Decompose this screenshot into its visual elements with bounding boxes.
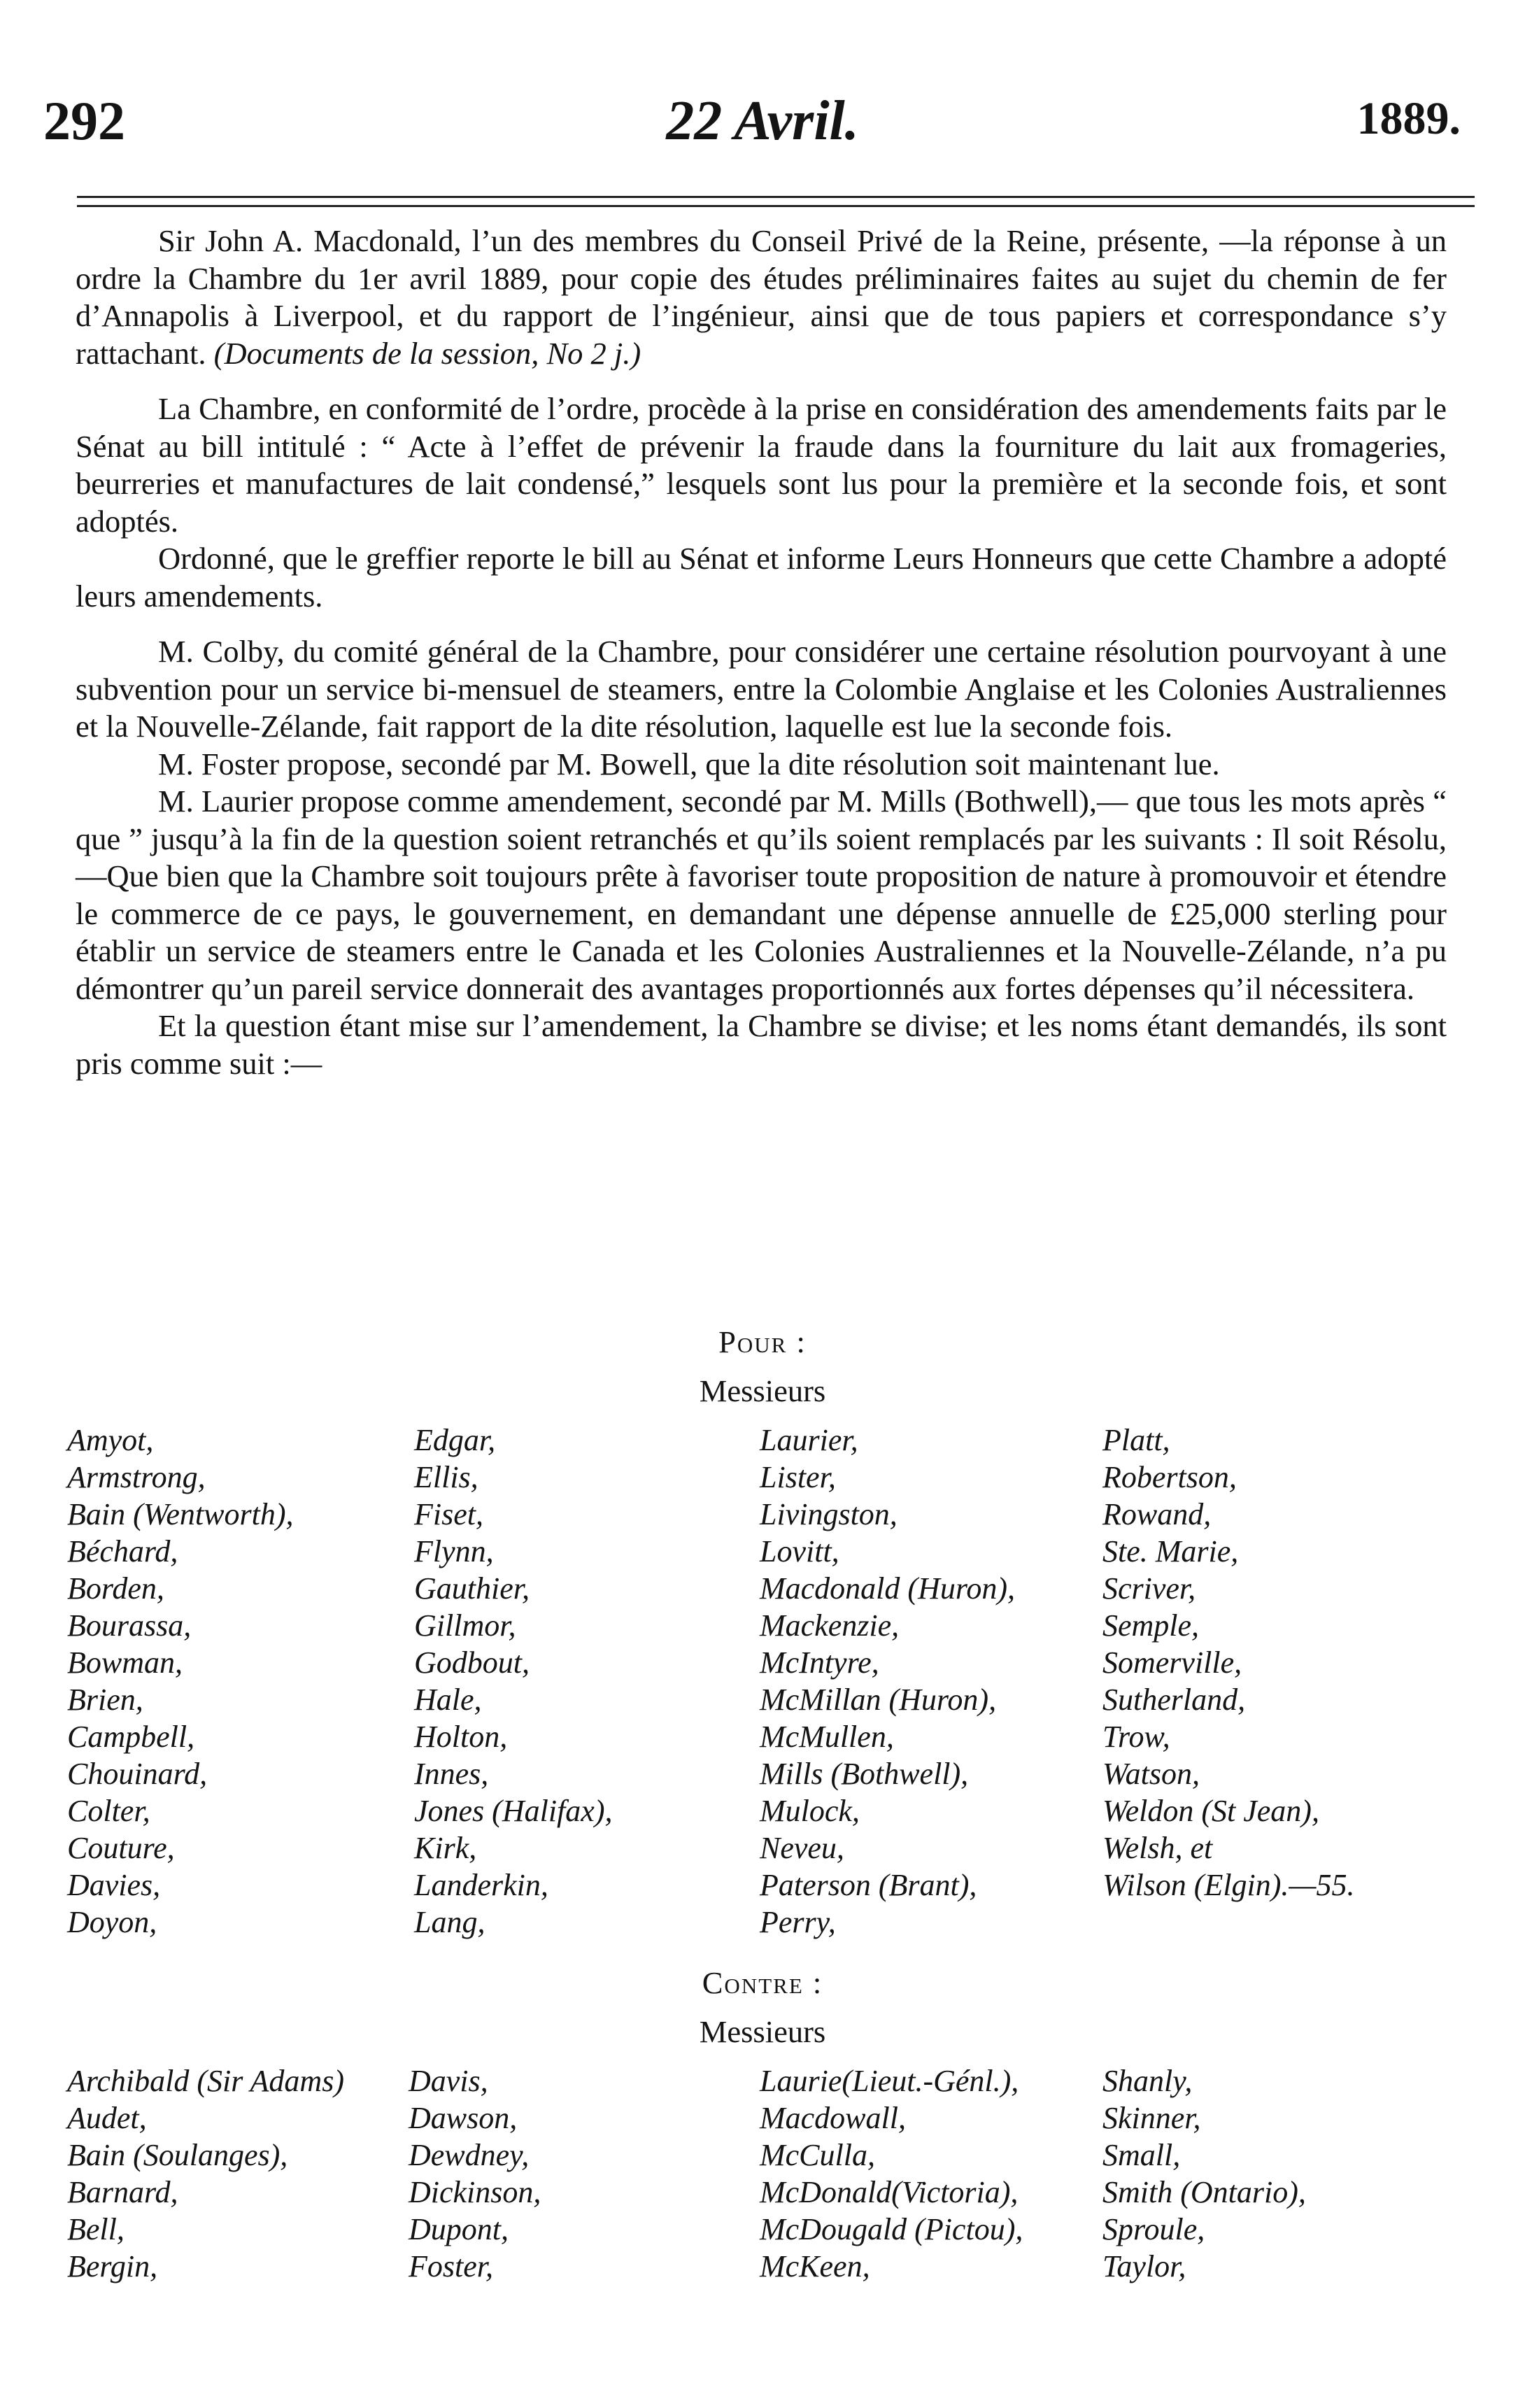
page-header: [0, 83, 1525, 167]
member-name: Hale,: [414, 1683, 482, 1717]
member-name: Kirk,: [414, 1831, 477, 1865]
paragraph-laurier-amendment: M. Laurier propose comme amendement, secondé par M. Mills (Bothwell),— que tous les mots après “ que ” jusqu’à la fin de la question soient retranchés et qu’ils soient remplacés par les suivants : Il soit Résolu,—Que bien que la Chambre soit toujours prête à favoriser toute proposition de nature à promouvoir et étendre le commerce de ce pays, le gouvernement, en demandant une dépense annuelle de £25,000 sterling pour établir un service de steamers entre le Canada et les Colonies Australiennes et la Nouvelle-Zélande, n’a pu démontrer qu’un pareil service donnerait des avantages proportionnés aux fortes dépenses qu’il nécessitera.: [76, 784, 1447, 1006]
member-name: Skinner,: [1102, 2101, 1201, 2135]
member-name: Borden,: [67, 1571, 164, 1606]
member-name: Trow,: [1102, 1720, 1170, 1754]
member-name: Bowman,: [67, 1645, 183, 1680]
member-name: Laurie(Lieut.-Génl.),: [760, 2064, 1019, 2098]
member-name: Dawson,: [409, 2101, 518, 2135]
member-name: Perry,: [760, 1905, 836, 1939]
pour-subheading: Messieurs: [699, 1373, 826, 1408]
page-number: 292: [43, 90, 125, 151]
contre-column-2: [409, 2062, 541, 2285]
member-name: Bergin,: [67, 2249, 158, 2283]
member-name: Foster,: [409, 2249, 493, 2283]
member-name: Gauthier,: [414, 1571, 530, 1606]
member-name: Weldon (St Jean),: [1102, 1794, 1319, 1828]
contre-heading: Contre :: [702, 1965, 823, 2000]
document-reference: (Documents de la session, No 2 j.): [213, 335, 641, 371]
member-name: Davis,: [409, 2064, 488, 2098]
member-name-total: Wilson (Elgin).—55.: [1102, 1868, 1355, 1902]
member-name: Macdowall,: [760, 2101, 906, 2135]
member-name: Holton,: [414, 1720, 508, 1754]
member-name: Archibald (Sir Adams): [67, 2064, 344, 2098]
body-text: [76, 222, 1447, 1082]
member-name: Mackenzie,: [760, 1608, 900, 1643]
pour-heading: Pour :: [718, 1324, 807, 1359]
member-name: Mills (Bothwell),: [760, 1757, 969, 1791]
member-name: Bell,: [67, 2212, 125, 2246]
member-name: Laurier,: [760, 1423, 858, 1457]
contre-column-1: [67, 2062, 344, 2285]
member-name: Welsh, et: [1102, 1831, 1213, 1865]
pour-column-1: [67, 1422, 293, 1941]
paragraph-question: Et la question étant mise sur l’amendement, la Chambre se divise; et les noms étant demandés, ils sont pris comme suit :—: [76, 1008, 1447, 1081]
header-rule-top: [77, 196, 1475, 198]
member-name: Mulock,: [760, 1794, 860, 1828]
member-name: Campbell,: [67, 1720, 195, 1754]
member-name: Taylor,: [1102, 2249, 1186, 2283]
member-name: Scriver,: [1102, 1571, 1196, 1606]
member-name: Sutherland,: [1102, 1683, 1246, 1717]
member-name: Fiset,: [414, 1497, 483, 1531]
member-name: McCulla,: [760, 2138, 875, 2172]
member-name: Gillmor,: [414, 1608, 516, 1643]
paragraph-senate-amendments: La Chambre, en conformité de l’ordre, procède à la prise en considération des amendements faits par le Sénat au bill intitulé : “ Acte à l’effet de prévenir la fraude dans la fourniture du lait aux fromageries, beurreries et manufactures de lait condensé,” lesquels sont lus pour la première et la seconde fois, et sont adoptés.: [76, 391, 1447, 539]
member-name: McMillan (Huron),: [760, 1683, 997, 1717]
contre-subheading: Messieurs: [699, 2014, 826, 2049]
member-name: McIntyre,: [760, 1645, 879, 1680]
member-name: Amyot,: [67, 1423, 154, 1457]
member-name: Dickinson,: [409, 2175, 541, 2209]
member-name: Jones (Halifax),: [414, 1794, 613, 1828]
member-name: McMullen,: [760, 1720, 894, 1754]
member-name: Innes,: [414, 1757, 489, 1791]
paragraph-macdonald: Sir John A. Macdonald, l’un des membres du Conseil Privé de la Reine, présente, —la réponse à un ordre la Chambre du 1er avril 1889, pour copie des études préliminaires faites au sujet du chemin de fer d’Annapolis à Liverpool, et du rapport de l’ingénieur, ainsi que de tous papiers et correspondance s’y rattachant. (Documents de la session, No 2 j.): [76, 223, 1447, 371]
member-name: Godbout,: [414, 1645, 530, 1680]
member-name: McKeen,: [760, 2249, 870, 2283]
contre-column-4: [1102, 2062, 1306, 2285]
member-name: Edgar,: [414, 1423, 496, 1457]
page-year: 1889.: [1356, 93, 1461, 144]
member-name: Small,: [1102, 2138, 1181, 2172]
page-title: 22 Avril.: [666, 90, 859, 152]
member-name: Couture,: [67, 1831, 175, 1865]
paragraph-foster: M. Foster propose, secondé par M. Bowell, que la dite résolution soit maintenant lue.: [158, 746, 1220, 781]
member-name: Paterson (Brant),: [760, 1868, 977, 1902]
member-name: Robertson,: [1102, 1460, 1237, 1494]
member-name: Lang,: [414, 1905, 485, 1939]
member-name: Neveu,: [760, 1831, 844, 1865]
member-name: Macdonald (Huron),: [760, 1571, 1015, 1606]
member-name: Davies,: [67, 1868, 161, 1902]
member-name: Doyon,: [67, 1905, 157, 1939]
member-name: Colter,: [67, 1794, 150, 1828]
member-name: Armstrong,: [67, 1460, 206, 1494]
paragraph-colby: M. Colby, du comité général de la Chambre, pour considérer une certaine résolution pourvoyant à une subvention pour un service bi-mensuel de steamers, entre la Colombie Anglaise et les Colonies Australiennes et la Nouvelle-Zélande, fait rapport de la dite résolution, laquelle est lue la seconde fois.: [76, 634, 1447, 744]
member-name: Watson,: [1102, 1757, 1200, 1791]
member-name: Semple,: [1102, 1608, 1200, 1643]
pour-column-4: [1102, 1422, 1355, 1904]
member-name: Ellis,: [414, 1460, 478, 1494]
contre-column-3: [760, 2062, 1023, 2285]
member-name: Flynn,: [414, 1534, 494, 1568]
member-name: Lovitt,: [760, 1534, 839, 1568]
member-name: Sproule,: [1102, 2212, 1205, 2246]
member-name: Béchard,: [67, 1534, 178, 1568]
member-name: Bourassa,: [67, 1608, 192, 1643]
member-name: Landerkin,: [414, 1868, 548, 1902]
member-name: Lister,: [760, 1460, 836, 1494]
header-rule-bottom: [77, 205, 1475, 207]
member-name: Somerville,: [1102, 1645, 1242, 1680]
member-name: Shanly,: [1102, 2064, 1193, 2098]
member-name: Dupont,: [409, 2212, 509, 2246]
member-name: Smith (Ontario),: [1102, 2175, 1306, 2209]
member-name: Bain (Soulanges),: [67, 2138, 288, 2172]
member-name: McDougald (Pictou),: [760, 2212, 1023, 2246]
member-name: Livingston,: [760, 1497, 898, 1531]
member-name: Platt,: [1102, 1423, 1170, 1457]
member-name: Ste. Marie,: [1102, 1534, 1239, 1568]
member-name: Bain (Wentworth),: [67, 1497, 294, 1531]
member-name: Barnard,: [67, 2175, 178, 2209]
pour-column-3: [760, 1422, 1015, 1941]
member-name: Dewdney,: [409, 2138, 530, 2172]
member-name: Audet,: [67, 2101, 147, 2135]
member-name: Rowand,: [1102, 1497, 1212, 1531]
member-name: McDonald(Victoria),: [760, 2175, 1019, 2209]
paragraph-ordered: Ordonné, que le greffier reporte le bill au Sénat et informe Leurs Honneurs que cette Chambre a adopté leurs amendements.: [76, 541, 1447, 614]
pour-column-2: [414, 1422, 612, 1941]
member-name: Chouinard,: [67, 1757, 208, 1791]
member-name: Brien,: [67, 1683, 143, 1717]
